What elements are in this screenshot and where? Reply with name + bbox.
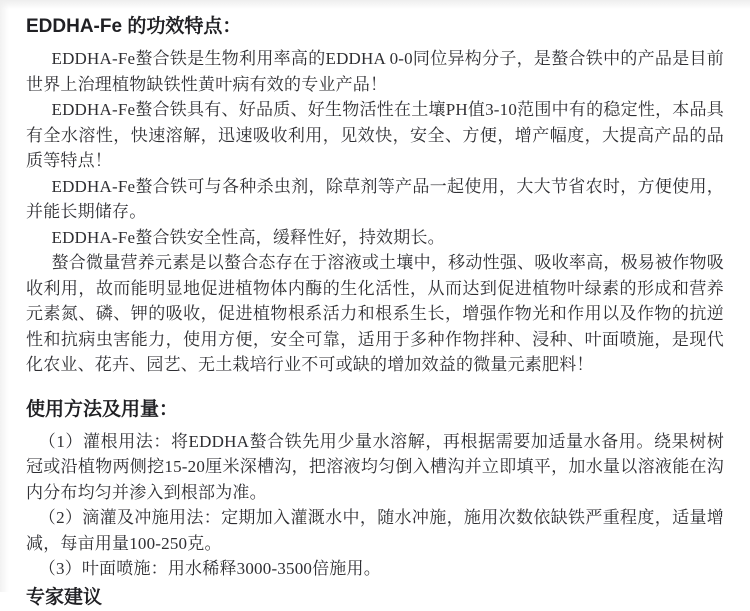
usage-item-root-irrigation: （1）灌根用法：将EDDHA螯合铁先用少量水溶解，再根据需要加适量水备用。绕果树树冠或沿植物两侧挖15-20厘米深槽沟，把溶液均匀倒入槽沟并立即填平，加水量以溶液能在沟内分布均匀并渗入到根部为准。 bbox=[26, 431, 724, 502]
section-heading-expert-advice: 专家建议 bbox=[26, 586, 103, 608]
paragraph-stability: EDDHA-Fe螯合铁具有、好品质、好生物活性在土壤PH值3-10范围中有的稳定性，本品具有全水溶性，快速溶解，迅速吸收利用，见效快，安全、方便，增产幅度，大提高产品的品质等特点！ bbox=[26, 100, 724, 170]
usage-item-drip-irrigation: （2）滴灌及冲施用法：定期加入灌溉水中，随水冲施，施用次数依缺铁严重程度，适量增减，每亩用量100-250克。 bbox=[26, 508, 724, 553]
paragraph-compatibility: EDDHA-Fe螯合铁可与各种杀虫剂，除草剂等产品一起使用，大大节省农时，方便使用，并能长期储存。 bbox=[26, 176, 724, 221]
section-heading-features: EDDHA-Fe 的功效特点： bbox=[26, 16, 242, 37]
section-heading-usage: 使用方法及用量： bbox=[26, 398, 179, 420]
paragraph-intro: EDDHA-Fe螯合铁是生物利用率高的EDDHA 0-0同位异构分子，是螯合铁中的产品是目前世界上治理植物缺铁性黄叶病有效的专业产品！ bbox=[26, 49, 724, 94]
usage-item-foliar-spray: （3）叶面喷施：用水稀释3000-3500倍施用。 bbox=[38, 559, 381, 578]
paragraph-safety: EDDHA-Fe螯合铁安全性高，缓释性好，持效期长。 bbox=[51, 227, 445, 247]
paragraph-micronutrient: 螯合微量营养元素是以螯合态存在于溶液或土壤中，移动性强、吸收率高，极易被作物吸收利用，故而能明显地促进植物体内酶的生化活性，从而达到促进植物叶绿素的形成和营养元素氮、磷、钾的吸收，促进植物根系活力和根系生长，增强作物光和作用以及作物的抗逆性和抗病虫害能力，使用方便，安全可靠，适用于多种作物拌种、浸种、叶面喷施，是现代化农业、花卉、园艺、无土栽培行业不可或缺的增加效益的微量元素肥料！ bbox=[26, 253, 724, 374]
